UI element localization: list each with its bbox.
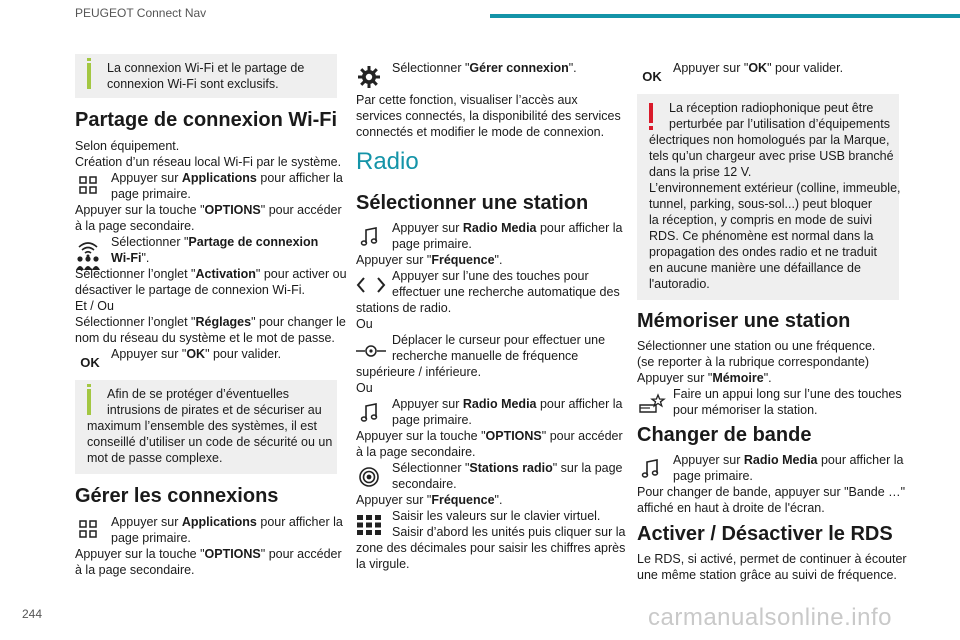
text: Appuyer sur " <box>111 347 187 361</box>
note-line: mot de passe complexe. <box>87 451 223 465</box>
step-applications <box>75 170 343 202</box>
bold-term: OPTIONS <box>204 203 261 217</box>
text: Sélectionner " <box>111 235 189 249</box>
text: pour afficher la <box>536 397 623 411</box>
note-line: en aucune manière une défaillance de <box>649 261 861 275</box>
text: Sélectionner l’onglet " <box>75 315 196 329</box>
header-accent-bar <box>490 14 960 18</box>
memory-star-icon <box>637 390 667 416</box>
text: ". <box>494 253 503 267</box>
text: Ou <box>356 317 373 331</box>
text: ". <box>568 61 577 75</box>
info-icon <box>87 389 91 415</box>
text: Appuyer sur la touche " <box>75 547 205 561</box>
step-frequence-2 <box>356 492 621 508</box>
music-note-icon <box>356 224 382 250</box>
note-line: perturbée par l’utilisation d’équipements <box>669 117 890 131</box>
note-line: maximum l’ensemble des systèmes, il est <box>87 419 317 433</box>
text: Appuyer sur <box>392 397 463 411</box>
bold-term: Radio Media <box>462 221 537 235</box>
text: ". <box>763 371 772 385</box>
step-frequence <box>356 252 621 268</box>
text: à la page secondaire. <box>75 563 195 577</box>
text: Sélectionner l’onglet " <box>75 267 196 281</box>
slider-cursor-icon <box>356 338 386 364</box>
bold-term: OK <box>186 347 206 361</box>
text: page primaire. <box>111 531 191 545</box>
text: " pour accéder <box>260 203 342 217</box>
warning-icon <box>649 103 653 123</box>
applications-grid-icon <box>75 172 101 198</box>
bold-term: Mémoire <box>712 371 764 385</box>
applications-grid-icon <box>75 516 101 542</box>
text: " pour valider. <box>767 61 844 75</box>
text: Sélectionner une station ou une fréquence. <box>637 339 876 353</box>
text: Appuyer sur <box>111 171 182 185</box>
text: pour afficher la <box>817 453 904 467</box>
text: ". <box>141 251 150 265</box>
text: connectés et modifier le mode de connexion. <box>356 125 605 139</box>
text: Appuyer sur <box>673 453 744 467</box>
text: Et / Ou <box>75 299 114 313</box>
text: Déplacer le curseur pour effectuer une <box>392 333 606 347</box>
text: " pour changer le <box>251 315 346 329</box>
step-gerer-connexion <box>356 60 621 76</box>
paragraph: Selon équipement. <box>75 139 180 153</box>
note-line: Afin de se protéger d’éventuelles <box>107 387 290 401</box>
running-header: PEUGEOT Connect Nav <box>75 6 207 20</box>
bold-term: Wi-Fi <box>111 251 142 265</box>
text: recherche manuelle de fréquence <box>392 349 579 363</box>
bold-term: Activation <box>195 267 256 281</box>
step-activation <box>75 266 347 346</box>
info-icon <box>87 63 91 89</box>
text: (se reporter à la rubrique correspondante) <box>637 355 870 369</box>
note-line: La réception radiophonique peut être <box>669 101 874 115</box>
text: Appuyer sur " <box>356 493 432 507</box>
text: " sur la page <box>552 461 623 475</box>
text: page primaire. <box>392 413 472 427</box>
step-partage <box>75 234 340 250</box>
text: Appuyer sur la touche " <box>75 203 205 217</box>
text: une même station grâce au suivi de fréquence. <box>637 568 897 582</box>
step-stations-radio <box>356 460 621 492</box>
note-line: La connexion Wi-Fi et le partage de <box>107 61 305 75</box>
gear-icon <box>356 64 382 90</box>
step-manual-search <box>356 332 621 396</box>
text: Appuyer sur l’une des touches pour <box>392 269 589 283</box>
info-note-security <box>75 380 337 474</box>
bold-term: Radio Media <box>743 453 818 467</box>
bold-term: Applications <box>181 515 257 529</box>
note-line: électriques non homologués par la Marque, <box>649 133 890 147</box>
note-line: intrusions de pirates et de sécuriser au <box>107 403 322 417</box>
text: secondaire. <box>392 477 457 491</box>
text: Par cette fonction, visualiser l’accès aux <box>356 93 578 107</box>
note-line: tunnel, parking, sous-sol...) peut bloquer <box>649 197 873 211</box>
bold-term: Stations radio <box>469 461 553 475</box>
text: Saisir d’abord les unités puis cliquer sur la <box>392 525 626 539</box>
text: Appuyer sur " <box>637 371 713 385</box>
text: Saisir les valeurs sur le clavier virtuel. <box>392 509 601 523</box>
ok-icon: OK <box>642 69 662 84</box>
paragraph: Création d’un réseau local Wi-Fi par le système. <box>75 155 342 169</box>
text: " pour accéder <box>541 429 623 443</box>
text: page primaire. <box>392 237 472 251</box>
heading-partage-wifi: Partage de connexion Wi-Fi <box>75 109 338 131</box>
note-line: L’environnement extérieur (colline, immeuble, <box>649 181 901 195</box>
text: " pour activer ou <box>255 267 347 281</box>
step-options <box>75 202 340 234</box>
note-line: l'autoradio. <box>649 277 710 291</box>
text: désactiver le partage de connexion Wi-Fi. <box>75 283 305 297</box>
step-keypad <box>356 508 626 572</box>
note-line: connexion Wi-Fi sont exclusifs. <box>107 77 279 91</box>
text: Appuyer sur <box>111 515 182 529</box>
step-radio-media <box>356 220 621 252</box>
text: à la page secondaire. <box>75 219 195 233</box>
bold-term: Applications <box>181 171 257 185</box>
text: Faire un appui long sur l’une des touches <box>673 387 902 401</box>
text: la virgule. <box>356 557 410 571</box>
step-memoire-long-press <box>637 386 902 418</box>
step-bande-radio-media <box>637 452 906 516</box>
text: Pour changer de bande, appuyer sur "Bande …" <box>637 485 906 499</box>
bold-term: Radio Media <box>462 397 537 411</box>
text: Appuyer sur " <box>356 253 432 267</box>
heading-selectionner-station: Sélectionner une station <box>356 192 589 214</box>
text: " pour accéder <box>260 547 342 561</box>
keypad-icon <box>356 512 382 538</box>
text: services connectés, la disponibilité des services <box>356 109 621 123</box>
page-number: 244 <box>22 607 43 621</box>
bold-term: Fréquence <box>431 493 495 507</box>
seek-arrows-icon <box>356 272 386 298</box>
text: Sélectionner " <box>392 461 470 475</box>
text: Ou <box>356 381 373 395</box>
text: nom du réseau du système et le mot de passe. <box>75 331 335 345</box>
step-options-radio <box>356 428 621 460</box>
bold-term: OPTIONS <box>485 429 542 443</box>
step-auto-search <box>356 268 621 332</box>
partage-text <box>75 138 340 170</box>
text: Appuyer sur " <box>673 61 749 75</box>
text: stations de radio. <box>356 301 452 315</box>
radio-waves-icon <box>356 464 382 490</box>
music-note-icon <box>637 456 663 482</box>
memoriser-text <box>637 338 902 386</box>
bold-term: Fréquence <box>431 253 495 267</box>
text: page primaire. <box>111 187 191 201</box>
bold-term: Gérer connexion <box>469 61 569 75</box>
text: Le RDS, si activé, permet de continuer à écouter <box>637 552 907 566</box>
text: " pour valider. <box>205 347 282 361</box>
music-note-icon <box>356 400 382 426</box>
info-note-wifi-exclusive <box>75 54 337 98</box>
note-line: dans la prise 12 V. <box>649 165 752 179</box>
text: ". <box>494 493 503 507</box>
watermark: carmanualsonline.info <box>648 604 892 631</box>
text: page primaire. <box>673 469 753 483</box>
bold-term: OPTIONS <box>204 547 261 561</box>
step-gerer-options <box>75 546 340 578</box>
heading-activer-rds: Activer / Désactiver le RDS <box>637 523 893 545</box>
heading-gerer-connexions: Gérer les connexions <box>75 485 279 507</box>
warning-note-reception <box>637 94 899 300</box>
text: Appuyer sur la touche " <box>356 429 486 443</box>
step-partage-2 <box>75 250 340 266</box>
rds-text <box>637 551 907 583</box>
bold-term: Partage de connexion <box>188 235 319 249</box>
step-ok <box>75 346 340 370</box>
text: pour afficher la <box>256 515 343 529</box>
note-line: propagation des ondes radio et ne traduit <box>649 245 877 259</box>
note-line: conseillé d’utiliser un code de sécurité ou un <box>87 435 333 449</box>
step-radio-media-2 <box>356 396 621 428</box>
note-line: la réception, y compris en mode de suivi <box>649 213 873 227</box>
heading-radio: Radio <box>356 148 419 175</box>
text: Appuyer sur <box>392 221 463 235</box>
step-ok-radio <box>637 60 902 84</box>
gerer-description <box>356 92 621 140</box>
bold-term: Réglages <box>195 315 252 329</box>
heading-memoriser-station: Mémoriser une station <box>637 310 851 332</box>
bold-term: OK <box>748 61 768 75</box>
note-line: RDS. Ce phénomène est normal dans la <box>649 229 874 243</box>
text: pour mémoriser la station. <box>673 403 818 417</box>
text: supérieure / inférieure. <box>356 365 482 379</box>
ok-icon: OK <box>80 355 100 370</box>
step-gerer-applications <box>75 514 343 546</box>
text: pour afficher la <box>256 171 343 185</box>
text: affiché en haut à droite de l'écran. <box>637 501 825 515</box>
text: à la page secondaire. <box>356 445 476 459</box>
heading-changer-bande: Changer de bande <box>637 424 812 446</box>
text: zone des décimales pour saisir les chiffres après <box>356 541 626 555</box>
text: effectuer une recherche automatique des <box>392 285 620 299</box>
text: pour afficher la <box>536 221 623 235</box>
note-line: tels qu’un chargeur avec prise USB branché <box>649 149 894 163</box>
text: Sélectionner " <box>392 61 470 75</box>
